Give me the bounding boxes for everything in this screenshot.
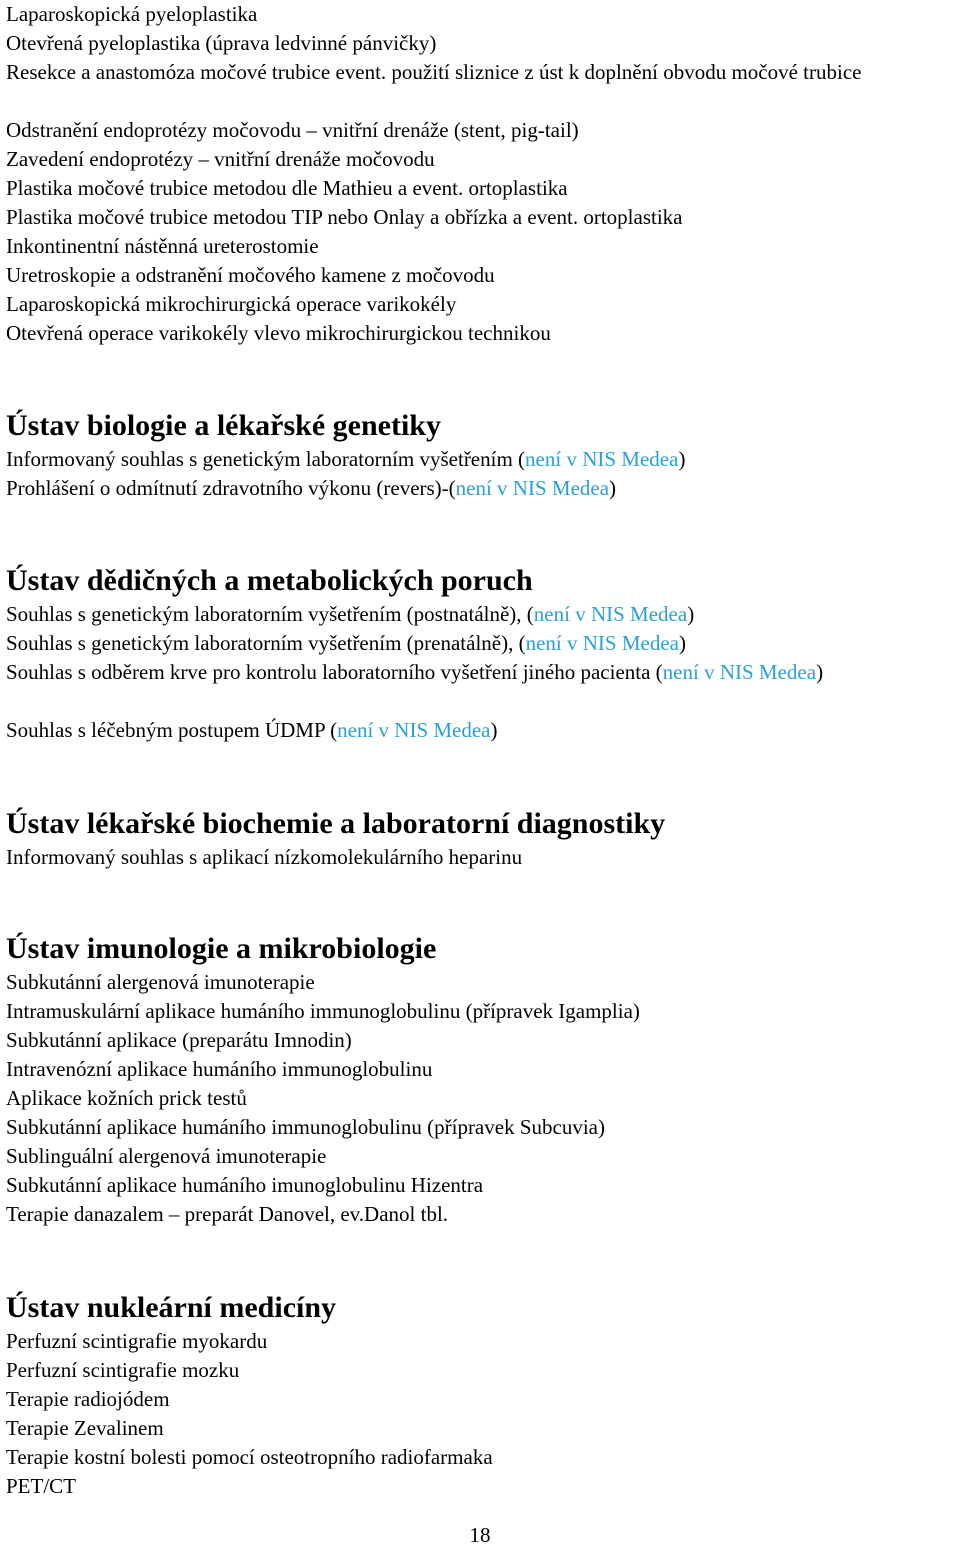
page-number: 18 bbox=[469, 1523, 491, 1547]
list-item: Zavedení endoprotézy – vnitřní drenáže močovodu bbox=[6, 147, 435, 171]
list-item: Terapie radiojódem bbox=[6, 1387, 170, 1411]
list-item: Subkutánní alergenová imunoterapie bbox=[6, 970, 315, 994]
list-item: Plastika močové trubice metodou TIP nebo Onlay a obřízka a event. ortoplastika bbox=[6, 205, 683, 229]
list-item: Intravenózní aplikace humáního immunoglobulinu bbox=[6, 1057, 433, 1081]
list-item: Subkutánní aplikace (preparátu Imnodin) bbox=[6, 1028, 352, 1052]
list-item: Aplikace kožních prick testů bbox=[6, 1086, 247, 1110]
not-in-nis-note: není v NIS Medea bbox=[525, 447, 679, 471]
not-in-nis-note: není v NIS Medea bbox=[662, 660, 817, 684]
list-item: Perfuzní scintigrafie myokardu bbox=[6, 1329, 268, 1353]
list-item: Subkutánní aplikace humáního immunoglobulinu (přípravek Subcuvia) bbox=[6, 1115, 605, 1139]
section-heading: Ústav imunologie a mikrobiologie bbox=[6, 932, 437, 965]
not-in-nis-note: není v NIS Medea bbox=[455, 476, 610, 500]
list-item: Souhlas s genetickým laboratorním vyšetřením (prenatálně), (není v NIS Medea) bbox=[6, 631, 686, 655]
list-item: Souhlas s odběrem krve pro kontrolu laboratorního vyšetření jiného pacienta (není v NIS Medea) bbox=[6, 660, 824, 684]
list-item: Uretroskopie a odstranění močového kamene z močovodu bbox=[6, 263, 495, 287]
list-item: Resekce a anastomóza močové trubice event. použití sliznice z úst k doplnění obvodu močové trubice bbox=[6, 60, 862, 84]
section-heading: Ústav lékařské biochemie a laboratorní diagnostiky bbox=[6, 807, 666, 840]
list-item: Terapie danazalem – preparát Danovel, ev.Danol tbl. bbox=[6, 1202, 449, 1226]
list-item: Souhlas s léčebným postupem ÚDMP (není v NIS Medea) bbox=[6, 718, 498, 742]
list-item: Odstranění endoprotézy močovodu – vnitřní drenáže (stent, pig-tail) bbox=[6, 118, 579, 142]
list-item: Plastika močové trubice metodou dle Mathieu a event. ortoplastika bbox=[6, 176, 568, 200]
list-item: Laparoskopická pyeloplastika bbox=[6, 2, 258, 26]
list-item: Subkutánní aplikace humáního imunoglobulinu Hizentra bbox=[6, 1173, 484, 1197]
list-item: PET/CT bbox=[6, 1474, 77, 1498]
list-item: Laparoskopická mikrochirurgická operace varikokély bbox=[6, 292, 457, 316]
section-heading: Ústav nukleární medicíny bbox=[6, 1291, 337, 1324]
list-item: Otevřená operace varikokély vlevo mikrochirurgickou technikou bbox=[6, 321, 551, 345]
not-in-nis-note: není v NIS Medea bbox=[533, 602, 688, 626]
list-item: Informovaný souhlas s genetickým laboratorním vyšetřením (není v NIS Medea) bbox=[6, 447, 686, 471]
list-item: Intramuskulární aplikace humáního immunoglobulinu (přípravek Igamplia) bbox=[6, 999, 640, 1023]
list-item: Prohlášení o odmítnutí zdravotního výkonu (revers)-(není v NIS Medea) bbox=[6, 476, 617, 500]
list-item: Perfuzní scintigrafie mozku bbox=[6, 1358, 240, 1382]
section-heading: Ústav dědičných a metabolických poruch bbox=[6, 564, 533, 597]
list-item: Informovaný souhlas s aplikací nízkomolekulárního heparinu bbox=[6, 845, 523, 869]
not-in-nis-note: není v NIS Medea bbox=[337, 718, 491, 742]
list-item: Inkontinentní nástěnná ureterostomie bbox=[6, 234, 319, 258]
list-item: Otevřená pyeloplastika (úprava ledvinné pánvičky) bbox=[6, 31, 437, 55]
list-item: Souhlas s genetickým laboratorním vyšetřením (postnatálně), (není v NIS Medea) bbox=[6, 602, 695, 626]
not-in-nis-note: není v NIS Medea bbox=[525, 631, 679, 655]
list-item: Sublinguální alergenová imunoterapie bbox=[6, 1144, 327, 1168]
list-item: Terapie kostní bolesti pomocí osteotropního radiofarmaka bbox=[6, 1445, 493, 1469]
section-heading: Ústav biologie a lékařské genetiky bbox=[6, 409, 441, 442]
list-item: Terapie Zevalinem bbox=[6, 1416, 164, 1440]
